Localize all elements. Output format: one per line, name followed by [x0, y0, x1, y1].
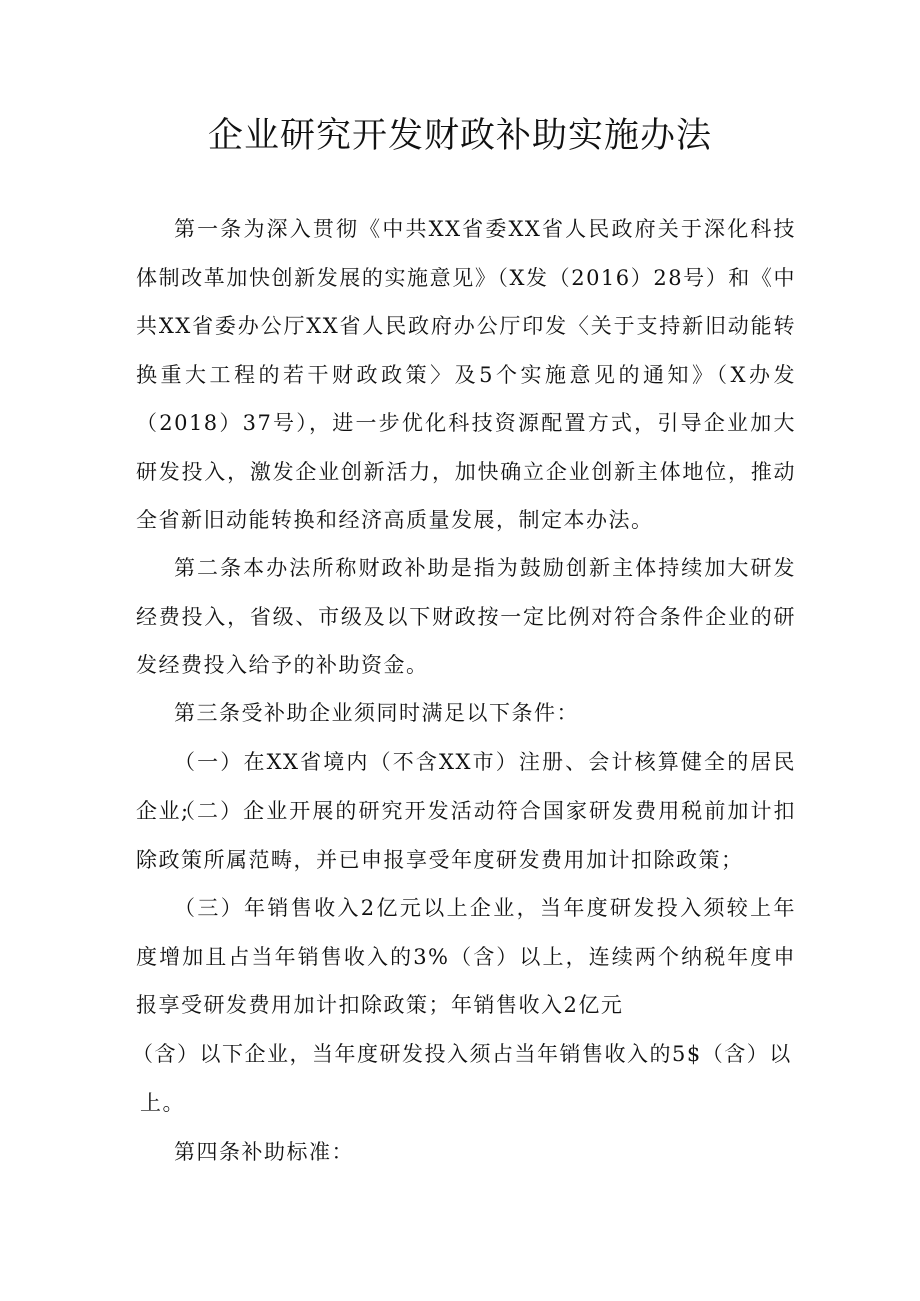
document-title: 企业研究开发财政补助实施办法: [207, 116, 712, 156]
article-1: 第一条为深入贯彻《中共XX省委XX省人民政府关于深化科技体制改革加快创新发展的实施意见》（X发（2016）28号）和《中共XX省委办公厅XX省人民政府办公厅印发〈关于支持新旧动能转换重大工程的若干财政政策〉及5个实施意见的通知》（X办发（2018）37号），进一步优化科技资源配置方式，引导企业加大研发投入，激发企业创新活力，加快确立企业创新主体地位，推动全省新旧动能转换和经济高质量发展，制定本办法。: [136, 217, 796, 532]
article-4: 第四条补助标准：: [174, 1140, 354, 1164]
condition-3-part-b: （含）以下企业，当年度研发投入须占当年销售收入的5$（含）以: [132, 1042, 792, 1066]
condition-1: （一）在XX省境内（不含XX市）注册、会计核算健全的居民企业;: [136, 750, 796, 823]
condition-3-part-a: （三）年销售收入2亿元以上企业，当年度研发投入须较上年度增加且占当年销售收入的3%（含）以上，连续两个纳税年度申报享受研发费用加计扣除政策；年销售收入2亿元: [136, 896, 796, 1017]
condition-3-part-c: 上。: [140, 1091, 185, 1115]
article-2: 第二条本办法所称财政补助是指为鼓励创新主体持续加大研发经费投入，省级、市级及以下财政按一定比例对符合条件企业的研发经费投入给予的补助资金。: [136, 556, 796, 677]
condition-2: （二）企业开展的研究开发活动符合国家研发费用税前加计扣除政策所属范畴，并已申报享受年度研发费用加计扣除政策；: [136, 799, 796, 872]
article-3: 第三条受补助企业须同时满足以下条件：: [174, 701, 579, 725]
